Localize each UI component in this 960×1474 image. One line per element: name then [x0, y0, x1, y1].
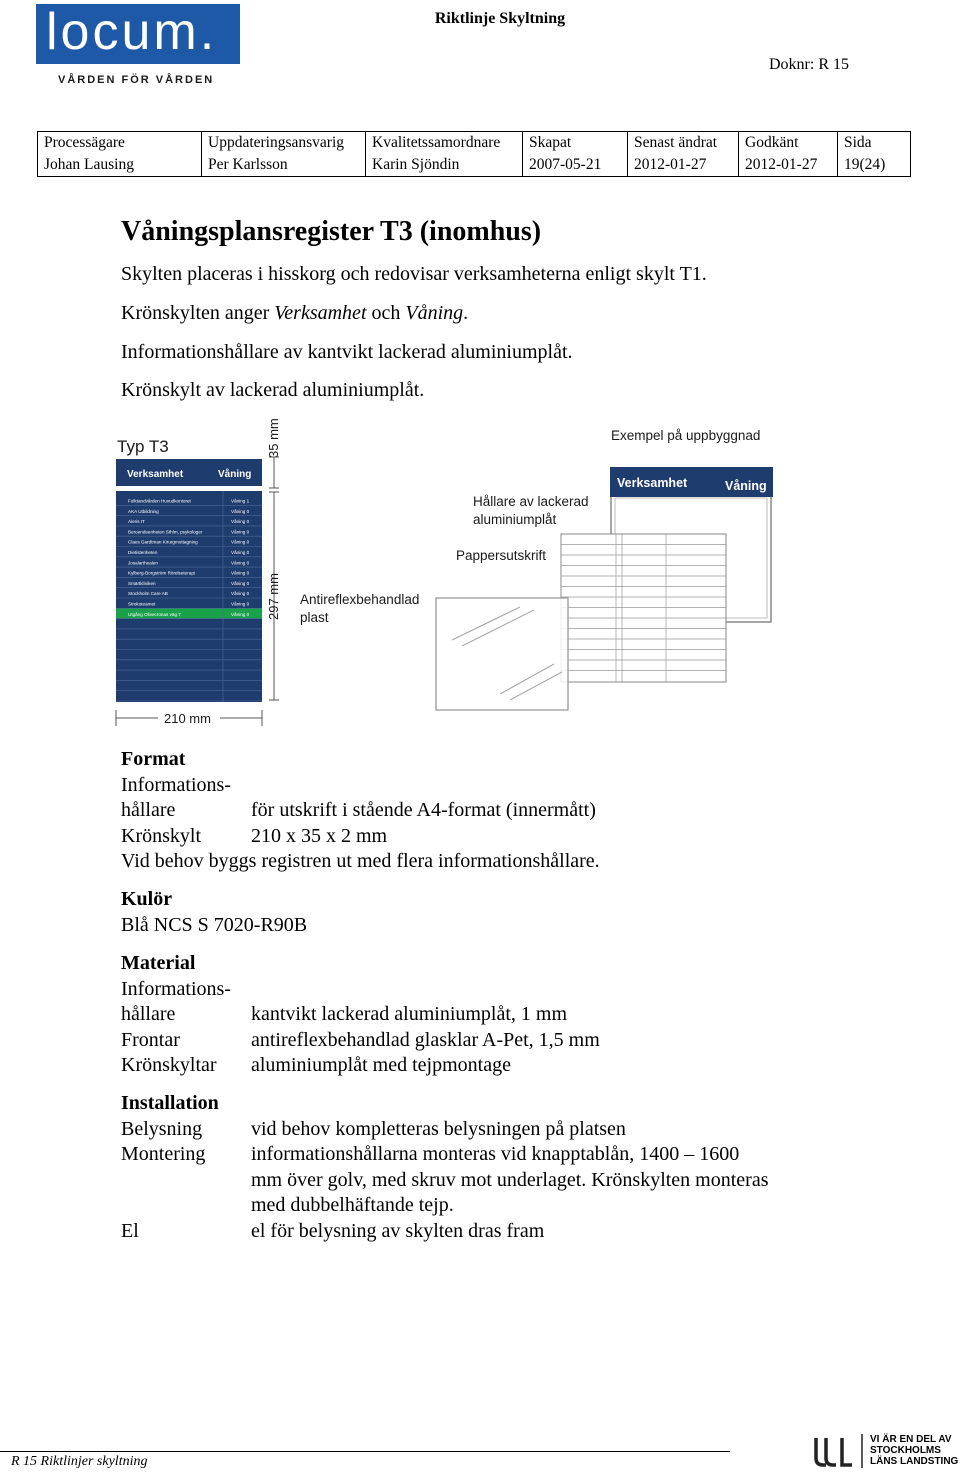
holder-label: Hållare av lackerad [473, 494, 589, 509]
meta-header: Processägare [38, 132, 202, 155]
installation-key: El [121, 1219, 139, 1242]
sll-text [870, 1434, 958, 1467]
meta-value: Johan Lausing [38, 154, 202, 177]
example-crown-right: Våning [725, 479, 767, 493]
meta-header: Senast ändrat [628, 132, 739, 155]
material-value: kantvikt lackerad aluminiumplåt, 1 mm [251, 1003, 568, 1026]
register-row-floor: Våning 0 [231, 550, 250, 555]
register-row-floor: Våning 0 [231, 591, 250, 597]
example-label: Exempel på uppbyggnad [611, 428, 761, 443]
meta-value: Per Karlsson [202, 154, 366, 177]
format-key: hållare [121, 799, 176, 822]
kulor-text: Blå NCS S 7020-R90B [121, 913, 308, 936]
intro-text: . [463, 302, 469, 324]
paper-label: Pappersutskrift [456, 548, 547, 563]
register-row-floor: Våning 0 [231, 611, 250, 617]
intro-text: Krönskylten anger [121, 302, 275, 324]
installation-row [121, 1117, 881, 1143]
register-row-name: Folktandvården Huvudkontoret [128, 498, 191, 504]
installation-value: el för belysning av skylten dras fram [251, 1219, 545, 1242]
material-key: Frontar [121, 1028, 180, 1051]
register-row-floor: Våning 0 [231, 601, 250, 607]
document-meta-table [37, 131, 911, 177]
footer-rule [0, 1451, 730, 1452]
sign-figure [100, 410, 800, 735]
page-title: Våningsplansregister T3 (inomhus) [121, 216, 542, 247]
crown-left-label: Verksamhet [127, 469, 184, 480]
meta-value: 19(24) [838, 154, 911, 177]
meta-value: 2012-01-27 [739, 154, 838, 177]
format-key: Informations- [121, 773, 231, 796]
holder-label: aluminiumplåt [473, 512, 557, 527]
installation-value: vid behov kompletteras belysningen på platsen [251, 1117, 626, 1140]
installation-key: Montering [121, 1143, 206, 1166]
register-row-name: Josalarthealen [128, 560, 158, 566]
meta-header: Sida [838, 132, 911, 155]
intro-line: Informationshållare av kantvikt lackerad aluminiumplåt. [121, 341, 573, 363]
material-key: Krönskyltar [121, 1054, 217, 1077]
meta-value: Karin Sjöndin [366, 154, 523, 177]
format-heading: Format [121, 748, 186, 770]
document-number: Doknr: R 15 [769, 56, 849, 73]
sll-line: STOCKHOLMS [870, 1445, 941, 1456]
format-note: Vid behov byggs registren ut med flera informationshållare. [121, 850, 600, 873]
register-row-name: Beroendeenheten Sthlm, psykologer [128, 529, 203, 535]
meta-header: Skapat [523, 132, 628, 155]
register-row-floor: Våning 0 [231, 580, 250, 586]
material-row [121, 1053, 881, 1079]
intro-em: Våning [405, 302, 464, 324]
meta-value: 2007-05-21 [523, 154, 628, 177]
register-row-name: Strokoteamet [128, 601, 156, 607]
register-row-floor: Våning 0 [231, 519, 250, 525]
register-row-floor: Våning 0 [231, 560, 250, 566]
sll-line: LÄNS LANDSTING [870, 1456, 959, 1467]
format-row [121, 798, 881, 824]
sll-line: VI ÄR EN DEL AV [870, 1434, 952, 1445]
installation-heading: Installation [121, 1092, 219, 1114]
material-row [121, 1028, 881, 1054]
installation-value-line: mm över golv, med skruv mot underlaget. Krönskylten monteras [251, 1168, 769, 1191]
crown-right-label: Våning [218, 469, 252, 480]
intro-line [121, 302, 468, 325]
intro-text: och [366, 302, 406, 324]
installation-value-line: informationshållarna monteras vid knapptablån, 1400 – 1600 [251, 1143, 740, 1166]
logo-text: locum. [46, 3, 218, 61]
kulor-section [121, 887, 881, 938]
kulor-heading: Kulör [121, 888, 173, 910]
format-key: Krönskylt [121, 824, 201, 847]
meta-header: Kvalitetssamordnare [366, 132, 523, 155]
register-row-name: Smärtkliniken [128, 580, 156, 586]
dim-210-label: 210 mm [164, 711, 211, 726]
register-row-floor: Våning 1 [231, 498, 250, 504]
register-row-name: Aleris IT [128, 519, 145, 525]
document-title: Riktlinje Skyltning [434, 10, 566, 27]
intro-em: Verksamhet [274, 302, 367, 324]
plast-label: Antireflexbehandlad [300, 592, 420, 607]
format-row [121, 824, 881, 850]
installation-value-line: med dubbelhäftande tejp. [251, 1194, 454, 1217]
register-row-name: AKA Utbildning [128, 508, 159, 514]
register-row-floor: Våning 0 [231, 539, 250, 545]
register-row-name: Dietistenheten [128, 550, 158, 555]
material-section [121, 951, 881, 1079]
register-row-floor: Våning 0 [231, 570, 250, 576]
format-value: 210 x 35 x 2 mm [251, 824, 388, 847]
typ-label: Typ T3 [117, 437, 169, 456]
material-value: antireflexbehandlad glasklar A-Pet, 1,5 mm [251, 1028, 600, 1051]
meta-header-row [38, 132, 911, 155]
intro-line: Skylten placeras i hisskorg och redovisar verksamheterna enligt skylt T1. [121, 263, 707, 285]
meta-header: Godkänt [739, 132, 838, 155]
installation-section [121, 1091, 881, 1245]
installation-key: Belysning [121, 1117, 203, 1140]
footer-text: R 15 Riktlinjer skyltning [11, 1454, 148, 1469]
register-row-name: Utgång Olivecronas väg 7 [128, 611, 181, 617]
register-row-name: Kylberg-Borgström Rörelseterapi [128, 570, 195, 576]
sll-logo-icon [812, 1432, 866, 1470]
format-value: för utskrift i stående A4-format (innermått) [251, 799, 596, 822]
meta-value: 2012-01-27 [628, 154, 739, 177]
material-key: hållare [121, 1003, 176, 1026]
register-row-floor: Våning 0 [231, 529, 250, 535]
material-key: Informations- [121, 977, 231, 1000]
installation-row [121, 1219, 881, 1245]
material-row [121, 1002, 881, 1028]
example-crown-left: Verksamhet [617, 476, 688, 490]
material-heading: Material [121, 952, 196, 974]
installation-row [121, 1142, 881, 1219]
meta-header: Uppdateringsansvarig [202, 132, 366, 155]
intro-line: Krönskylt av lackerad aluminiumplåt. [121, 379, 425, 401]
format-section [121, 747, 881, 875]
installation-value [251, 1142, 881, 1219]
register-row-name: Stockholm Care AB [128, 591, 168, 597]
dim-35-label: 35 mm [266, 418, 281, 458]
meta-value-row [38, 154, 911, 177]
logo-tagline: VÅRDEN FÖR VÅRDEN [58, 74, 215, 86]
register-row-floor: Våning 0 [231, 508, 250, 514]
register-row-name: Claes Gardtman Kirurgmottagning [128, 539, 198, 545]
material-value: aluminiumplåt med tejpmontage [251, 1054, 511, 1077]
dim-297-label: 297 mm [266, 573, 281, 620]
plast-label: plast [300, 610, 329, 625]
